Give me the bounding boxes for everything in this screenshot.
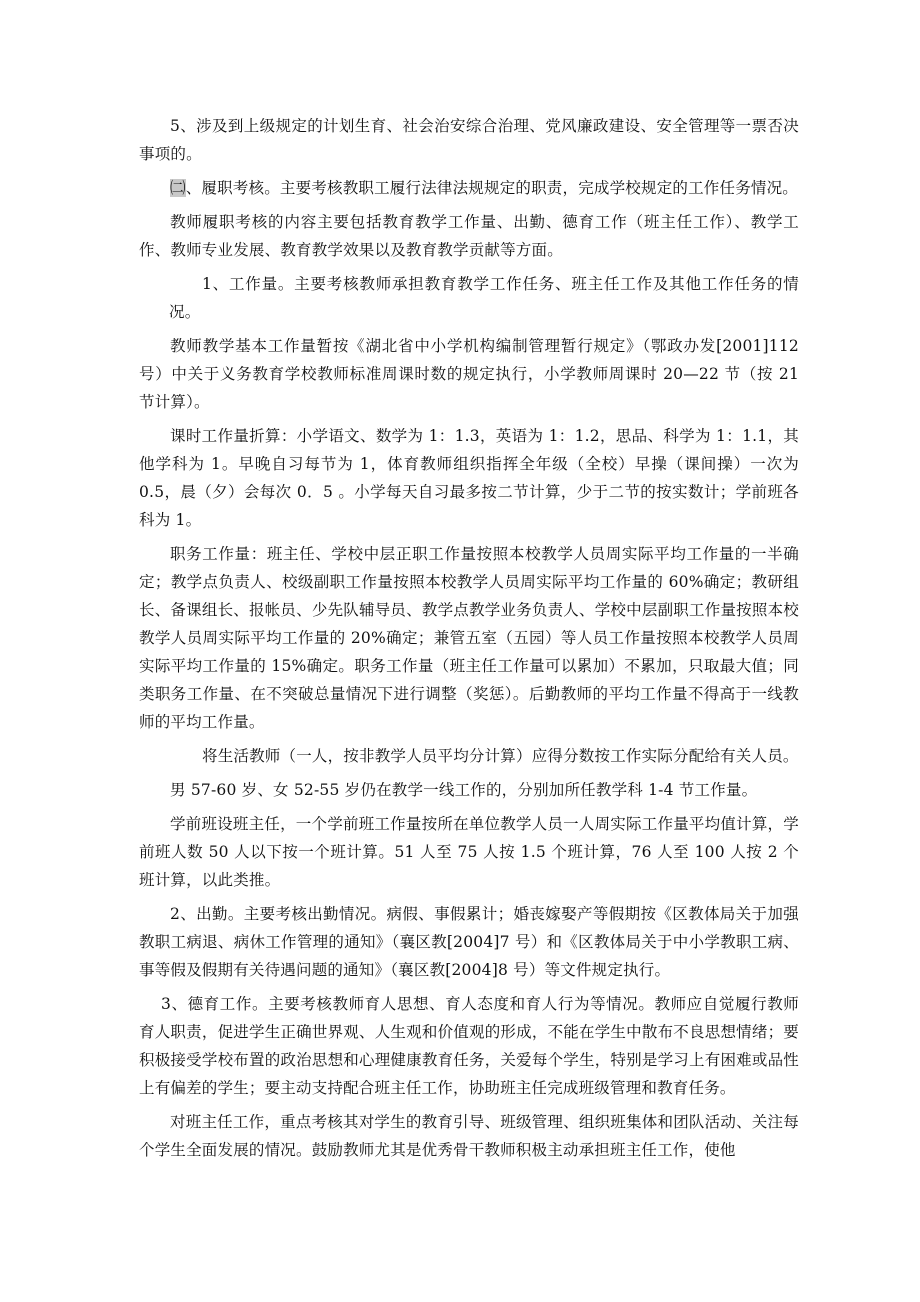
paragraph-basic-workload: 教师教学基本工作量暂按《湖北省中小学机构编制管理暂行规定》（鄂政办发[2001]112号）中关于义务教育学校教师标准周课时数的规定执行，小学教师周课时 20—22 节（按 21 节计算）。 — [139, 337, 799, 411]
paragraph-class-hour-conversion: 课时工作量折算：小学语文、数学为 1：1.3，英语为 1：1.2，思品、科学为 1：1.1，其他学科为 1。早晚自习每节为 1，体育教师组织指挥全年级（全校）早操（课间操）一次为 0.5，晨（夕）会每次 0．5 。小学每天自习最多按二节计算，少于二节的按实数计；学前班各科为 1。 — [139, 427, 799, 529]
paragraph-preschool-class: 学前班设班主任，一个学前班工作量按所在单位教学人员一人周实际工作量平均值计算，学前班人数 50 人以下按一个班计算。51 人至 75 人按 1.5 个班计算，76 人至 100 人按 2 个班计算，以此类推。 — [139, 815, 799, 889]
section-marker: ㈡ — [170, 179, 186, 197]
paragraph-living-teacher: 将生活教师（一人，按非教学人员平均分计算）应得分数按工作实际分配给有关人员。 — [202, 747, 799, 765]
paragraph-veto-items: 5、涉及到上级规定的计划生育、社会治安综合治理、党风廉政建设、安全管理等一票否决事项的。 — [139, 117, 799, 163]
paragraph-assessment-content: 教师履职考核的内容主要包括教育教学工作量、出勤、德育工作（班主任工作）、教学工作、教师专业发展、教育教学效果以及教育教学贡献等方面。 — [139, 213, 799, 259]
paragraph-duty-assessment — [139, 174, 799, 202]
paragraph-attendance: 2、出勤。主要考核出勤情况。病假、事假累计；婚丧嫁娶产等假期按《区教体局关于加强教职工病退、病休工作管理的通知》（襄区教[2004]7 号）和《区教体局关于中小学教职工病、事等假及假期有关待遇问题的通知》（襄区教[2004]8 号）等文件规定执行。 — [139, 905, 799, 979]
paragraph-workload-heading: 1、工作量。主要考核教师承担教育教学工作任务、班主任工作及其他工作任务的情况。 — [169, 275, 799, 321]
document-page — [139, 112, 799, 1170]
paragraph-duty-assessment-text: 、履职考核。主要考核教职工履行法律法规规定的职责，完成学校规定的工作任务情况。 — [185, 179, 799, 197]
paragraph-head-teacher-work: 对班主任工作，重点考核其对学生的教育引导、班级管理、组织班集体和团队活动、关注每个学生全面发展的情况。鼓励教师尤其是优秀骨干教师积极主动承担班主任工作，使他 — [139, 1113, 799, 1159]
paragraph-position-workload: 职务工作量：班主任、学校中层正职工作量按照本校教学人员周实际平均工作量的一半确定；教学点负责人、校级副职工作量按照本校教学人员周实际平均工作量的 60%确定；教研组长、备课组长、报帐员、少先队辅导员、教学点教学业务负责人、学校中层副职工作量按照本校教学人员周实际平均工作量的 20%确定；兼管五室（五园）等人员工作量按照本校教学人员周实际平均工作量的 15%确定。职务工作量（班主任工作量可以累加）不累加，只取最大值；同类职务工作量、在不突破总量情况下进行调整（奖惩）。后勤教师的平均工作量不得高于一线教师的平均工作量。 — [139, 545, 799, 731]
paragraph-moral-education: 3、德育工作。主要考核教师育人思想、育人态度和育人行为等情况。教师应自觉履行教师育人职责，促进学生正确世界观、人生观和价值观的形成，不能在学生中散布不良思想情绪；要积极接受学校布置的政治思想和心理健康教育任务，关爱每个学生，特别是学习上有困难或品性上有偏差的学生；要主动支持配合班主任工作，协助班主任完成班级管理和教育任务。 — [139, 995, 799, 1097]
paragraph-age-bonus: 男 57-60 岁、女 52-55 岁仍在教学一线工作的，分别加所任教学科 1-4 节工作量。 — [170, 781, 758, 799]
